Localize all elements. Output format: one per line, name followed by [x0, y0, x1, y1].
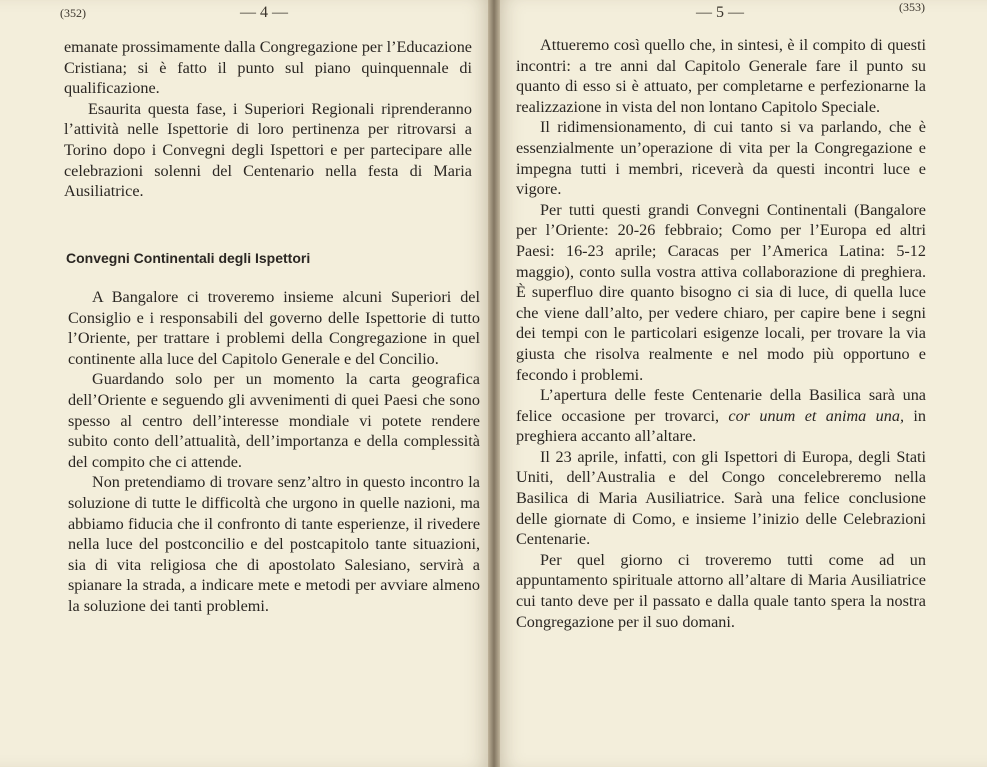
- paragraph: Attueremo così quello che, in sintesi, è il compito di questi incontri: a tre anni dal Capitolo Generale fare il punto su quanto di esso si è attuato, per completarne e perfezionarne la realizzazione in vista del non lontano Capitolo Speciale.: [516, 36, 926, 116]
- paragraph: Il ridimensionamento, di cui tanto si va parlando, che è essenzialmente un’operazione di vita per la Congregazione e impegna tutti i membri, riceverà da questi incontri luce e vigore.: [516, 118, 926, 199]
- apertura-text-start: L’apertura delle feste Centenarie della Basilica sarà una felice occasione per trovarci,: [516, 386, 926, 425]
- right-page-number: — 5 —: [696, 4, 744, 21]
- left-page-number: — 4 —: [240, 4, 288, 21]
- apertura-text-end: in preghiera accanto all’altare.: [516, 406, 927, 446]
- left-section-text: [68, 287, 480, 617]
- left-intro-text: [64, 37, 472, 202]
- paragraph: Non pretendiamo di trovare senz’altro in questo incontro la soluzione di tutte le difficoltà che urgono in quelle nazioni, ma abbiamo fiducia che il confronto di tante esperienze, il rivedere nella luce del postconcilio e del postcapitolo tante situazioni, sia di vita religiosa che di apostolato Salesiano, servirà a spianare la strada, a indicare mete e metodi per avviare almeno la soluzione dei tanti problemi.: [68, 473, 480, 615]
- book-gutter: [488, 0, 500, 767]
- right-page: [494, 0, 987, 767]
- paragraph: Guardando solo per un momento la carta geografica dell’Oriente e seguendo gli avvenimenti di quei Paesi che sono spesso al centro dell’interesse mondiale vi potete rendere subito conto dell’attualità, dell’importanza e della complessità del compito che ci attende.: [68, 370, 480, 471]
- left-bracket-page-number: (352): [60, 6, 86, 20]
- section-heading: Convegni Continentali degli Ispettori: [66, 250, 311, 266]
- paragraph: A Bangalore ci troveremo insieme alcuni Superiori del Consiglio e i responsabili del governo delle Ispettorie di tutto l’Oriente, per trattare i problemi della Congregazione in quel continente alla luce del Capitolo Generale e del Concilio.: [68, 288, 480, 368]
- paragraph: emanate prossimamente dalla Congregazione per l’Educazione Cristiana; si è fatto il punto sul piano quinquennale di qualificazione.: [64, 38, 472, 98]
- right-text: [516, 35, 926, 632]
- paragraph: Esaurita questa fase, i Superiori Regionali riprenderanno l’attività nelle Ispettorie di loro pertinenza per ritrovarsi a Torino dopo i Convegni degli Ispettori e per partecipare alle celebrazioni solenni del Centenario nella festa di Maria Ausiliatrice.: [64, 99, 472, 201]
- latin-phrase: cor unum et anima una,: [728, 406, 905, 425]
- paragraph: Il 23 aprile, infatti, con gli Ispettori di Europa, degli Stati Uniti, dell’Australia e del Congo concelebreremo nella Basilica di Maria Ausiliatrice. Sarà una felice conclusione delle giornate di Como, e insieme l’inizio delle Celebrazioni Centenarie.: [516, 447, 926, 549]
- paragraph: [516, 385, 926, 447]
- paragraph: Per quel giorno ci troveremo tutti come ad un appuntamento spirituale attorno all’altare di Maria Ausiliatrice cui tanto deve per il passato e dalla quale tanto spera la nostra Congregazione per il suo domani.: [516, 550, 926, 631]
- paragraph: Per tutti questi grandi Convegni Continentali (Bangalore per l’Oriente: 20-26 febbraio; Como per l’Europa ed altri Paesi: 16-23 aprile; Caracas per l’America Latina: 5-12 maggio), conto sulla vostra attiva collaborazione di preghiera. È superfluo dire quanto bisogno ci sia di luce, di quella luce che viene dall’alto, per vedere chiaro, per capire bene i segni dei tempi con le particolari esigenze locali, per trovare la via giusta che risolva realmente e nel modo più opportuno e fecondo i problemi.: [516, 200, 926, 384]
- right-bracket-page-number: (353): [899, 0, 925, 14]
